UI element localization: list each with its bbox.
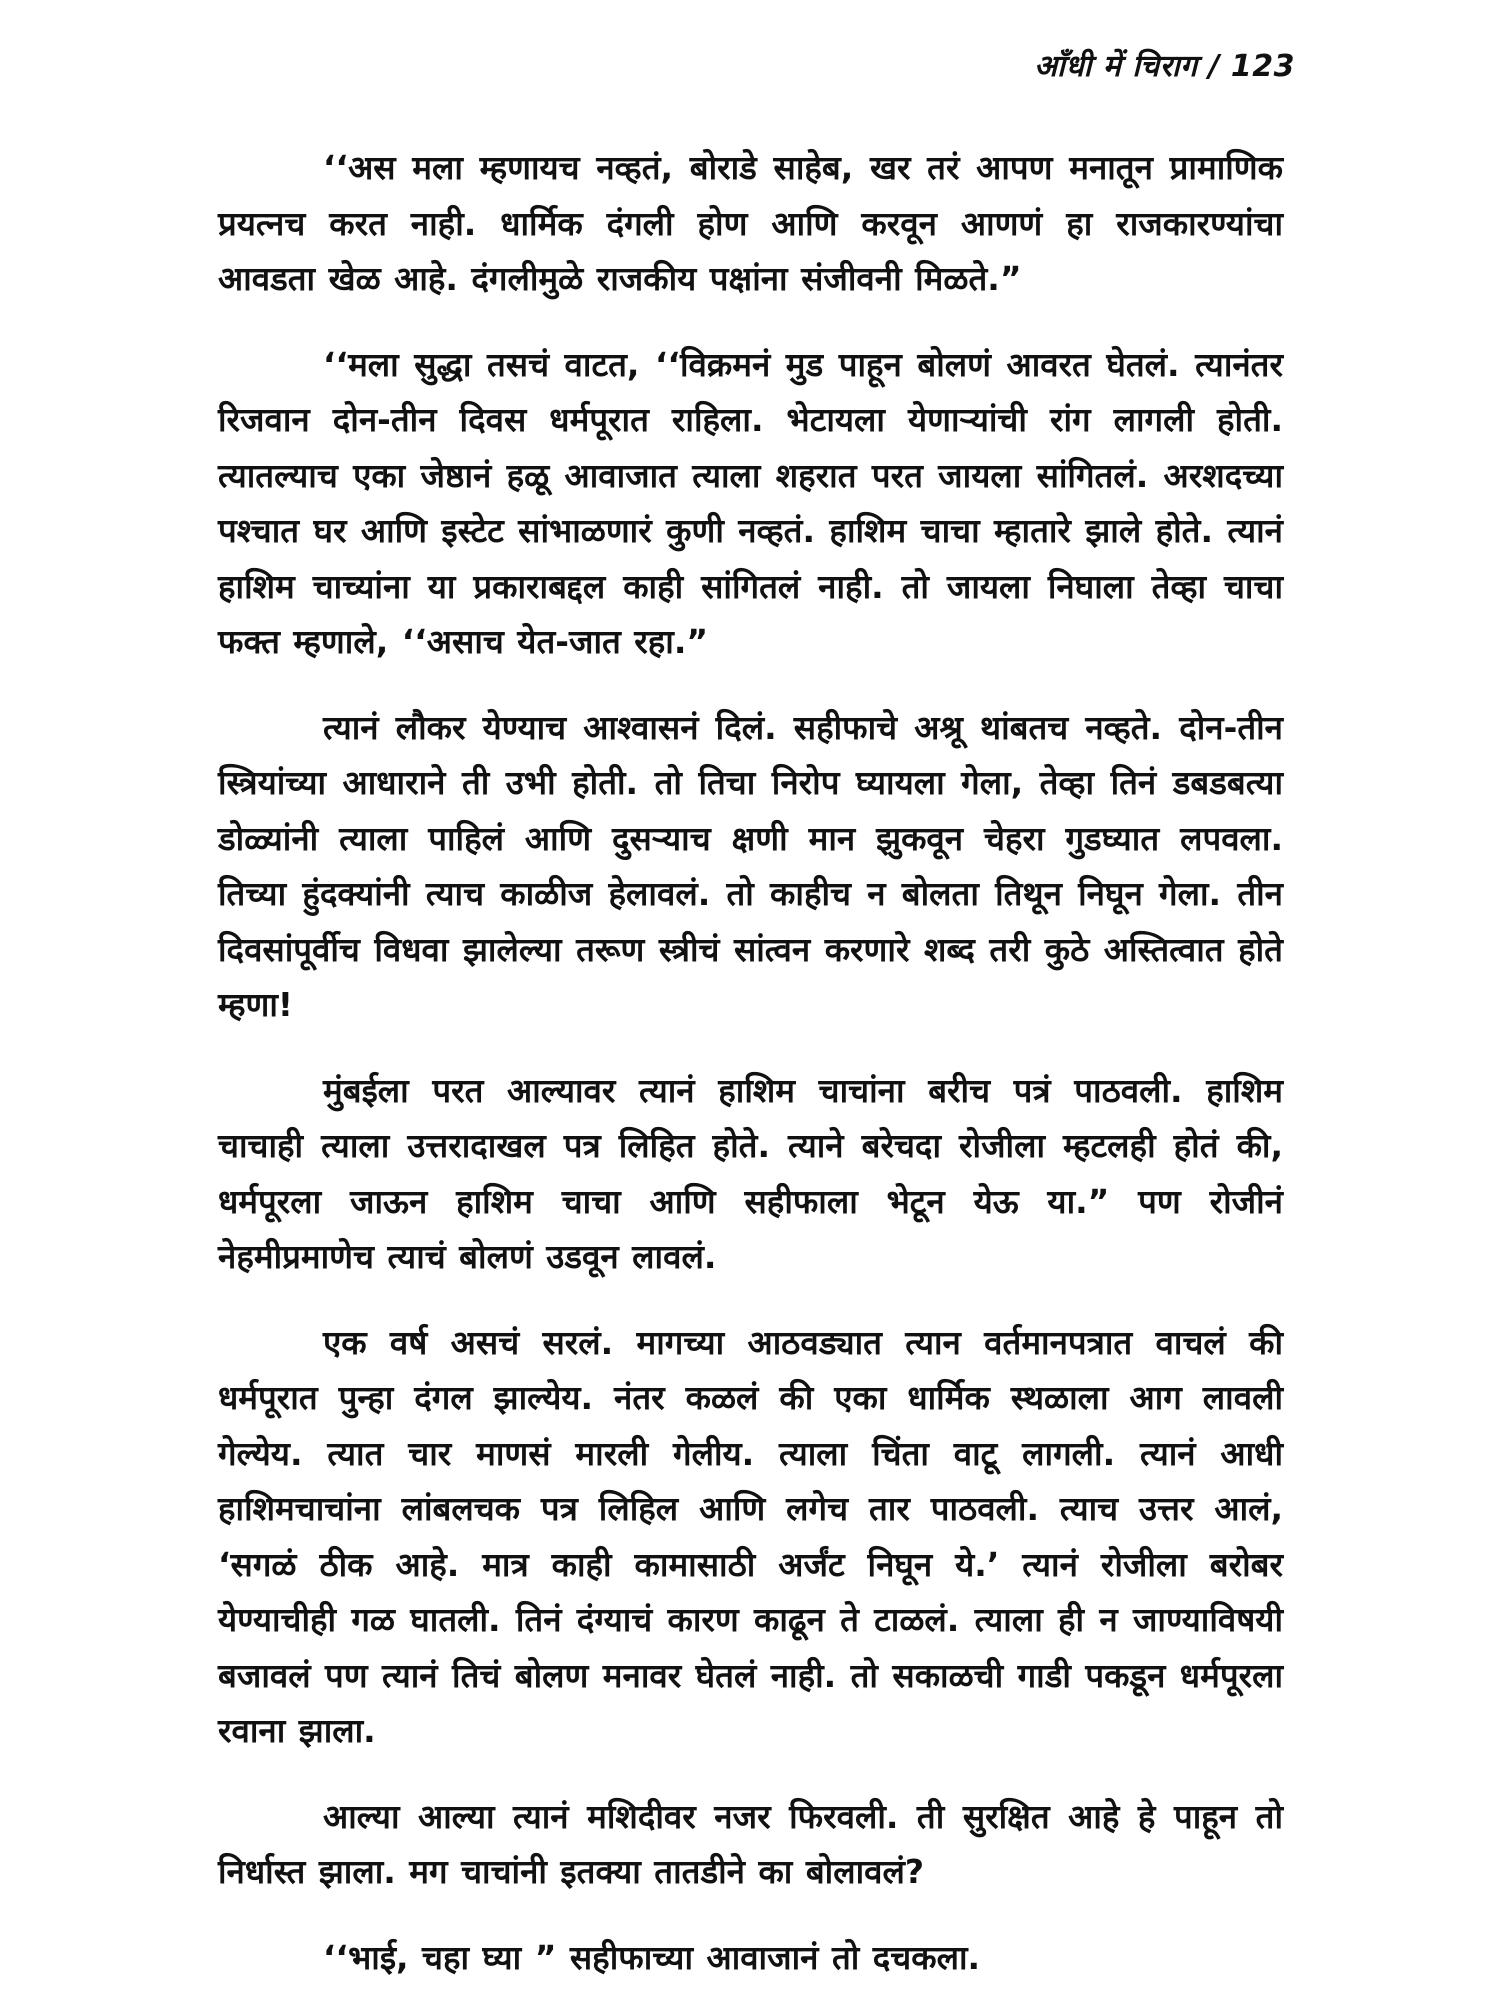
paragraph: मुंबईला परत आल्यावर त्यानं हाशिम चाचांना बरीच पत्रं पाठवली. हाशिम चाचाही त्याला उत्तरादाखल पत्र लिहित होते. त्याने बरेचदा रोजीला म्हटलही होतं की, धर्मपूरला जाऊन हाशिम चाचा आणि सहीफाला भेटून येऊ या.” पण रोजीनं नेहमीप्रमाणेच त्याचं बोलणं उडवून लावलं. (218, 1070, 1283, 1276)
paragraph: ‘‘भाई, चहा घ्या ” सहीफाच्या आवाजानं तो दचकला. (323, 1937, 981, 1977)
paragraph: एक वर्ष असचं सरलं. मागच्या आठवड्यात त्यान वर्तमानपत्रात वाचलं की धर्मपूरात पुन्हा दंगल झाल्येय. नंतर कळलं की एका धार्मिक स्थळाला आग लावली गेल्येय. त्यात चार माणसं मारली गेलीय. त्याला चिंता वाटू लागली. त्यानं आधी हाशिमचाचांना लांबलचक पत्र लिहिल आणि लगेच तार पाठवली. त्याच उत्तर आलं, ‘सगळं ठीक आहे. मात्र काही कामासाठी अर्जंट निघून ये.’ त्यानं रोजीला बरोबर येण्याचीही गळ घातली. तिनं दंग्याचं कारण काढून ते टाळलं. त्याला ही न जाण्याविषयी बजावलं पण त्यानं तिचं बोलण मनावर घेतलं नाही. तो सकाळची गाडी पकडून धर्मपूरला रवाना झाला. (218, 1322, 1283, 1750)
body-text (218, 140, 1283, 1985)
paragraph: आल्या आल्या त्यानं मशिदीवर नजर फिरवली. ती सुरक्षित आहे हे पाहून तो निर्धास्त झाला. मग चाचांनी इतक्या तातडीने का बोलावलं? (218, 1796, 1283, 1891)
paragraph: ‘‘अस मला म्हणायच नव्हतं, बोराडे साहेब, खर तरं आपण मनातून प्रामाणिक प्रयत्नच करत नाही. धार्मिक दंगली होण आणि करवून आणणं हा राजकारण्यांचा आवडता खेळ आहे. दंगलीमुळे राजकीय पक्षांना संजीवनी मिळते.” (218, 148, 1283, 298)
paragraph: त्यानं लौकर येण्याच आश्वासनं दिलं. सहीफाचे अश्रू थांबतच नव्हते. दोन-तीन स्त्रियांच्या आधाराने ती उभी होती. तो तिचा निरोप घ्यायला गेला, तेव्हा तिनं डबडबत्या डोळ्यांनी त्याला पाहिलं आणि दुसऱ्याच क्षणी मान झुकवून चेहरा गुडघ्यात लपवला. तिच्या हुंदक्यांनी त्याच काळीज हेलावलं. तो काहीच न बोलता तिथून निघून गेला. तीन दिवसांपूर्वीच विधवा झालेल्या तरूण स्त्रीचं सांत्वन करणारे शब्द तरी कुठे अस्तित्वात होते म्हणा! (218, 707, 1283, 1024)
running-header: आँधी में चिराग / 123 (1034, 49, 1295, 84)
paragraph: ‘‘मला सुद्धा तसचं वाटत, ‘‘विक्रमनं मुड पाहून बोलणं आवरत घेतलं. त्यानंतर रिजवान दोन-तीन दिवस धर्मपूरात राहिला. भेटायला येणाऱ्यांची रांग लागली होती. त्यातल्याच एका जेष्ठानं हळू आवाजात त्याला शहरात परत जायला सांगितलं. अरशदच्या पश्चात घर आणि इस्टेट सांभाळणारं कुणी नव्हतं. हाशिम चाचा म्हातारे झाले होते. त्यानं हाशिम चाच्यांना या प्रकाराबद्दल काही सांगितलं नाही. तो जायला निघाला तेव्हा चाचा फक्त म्हणाले, ‘‘असाच येत-जात रहा.” (218, 344, 1283, 661)
